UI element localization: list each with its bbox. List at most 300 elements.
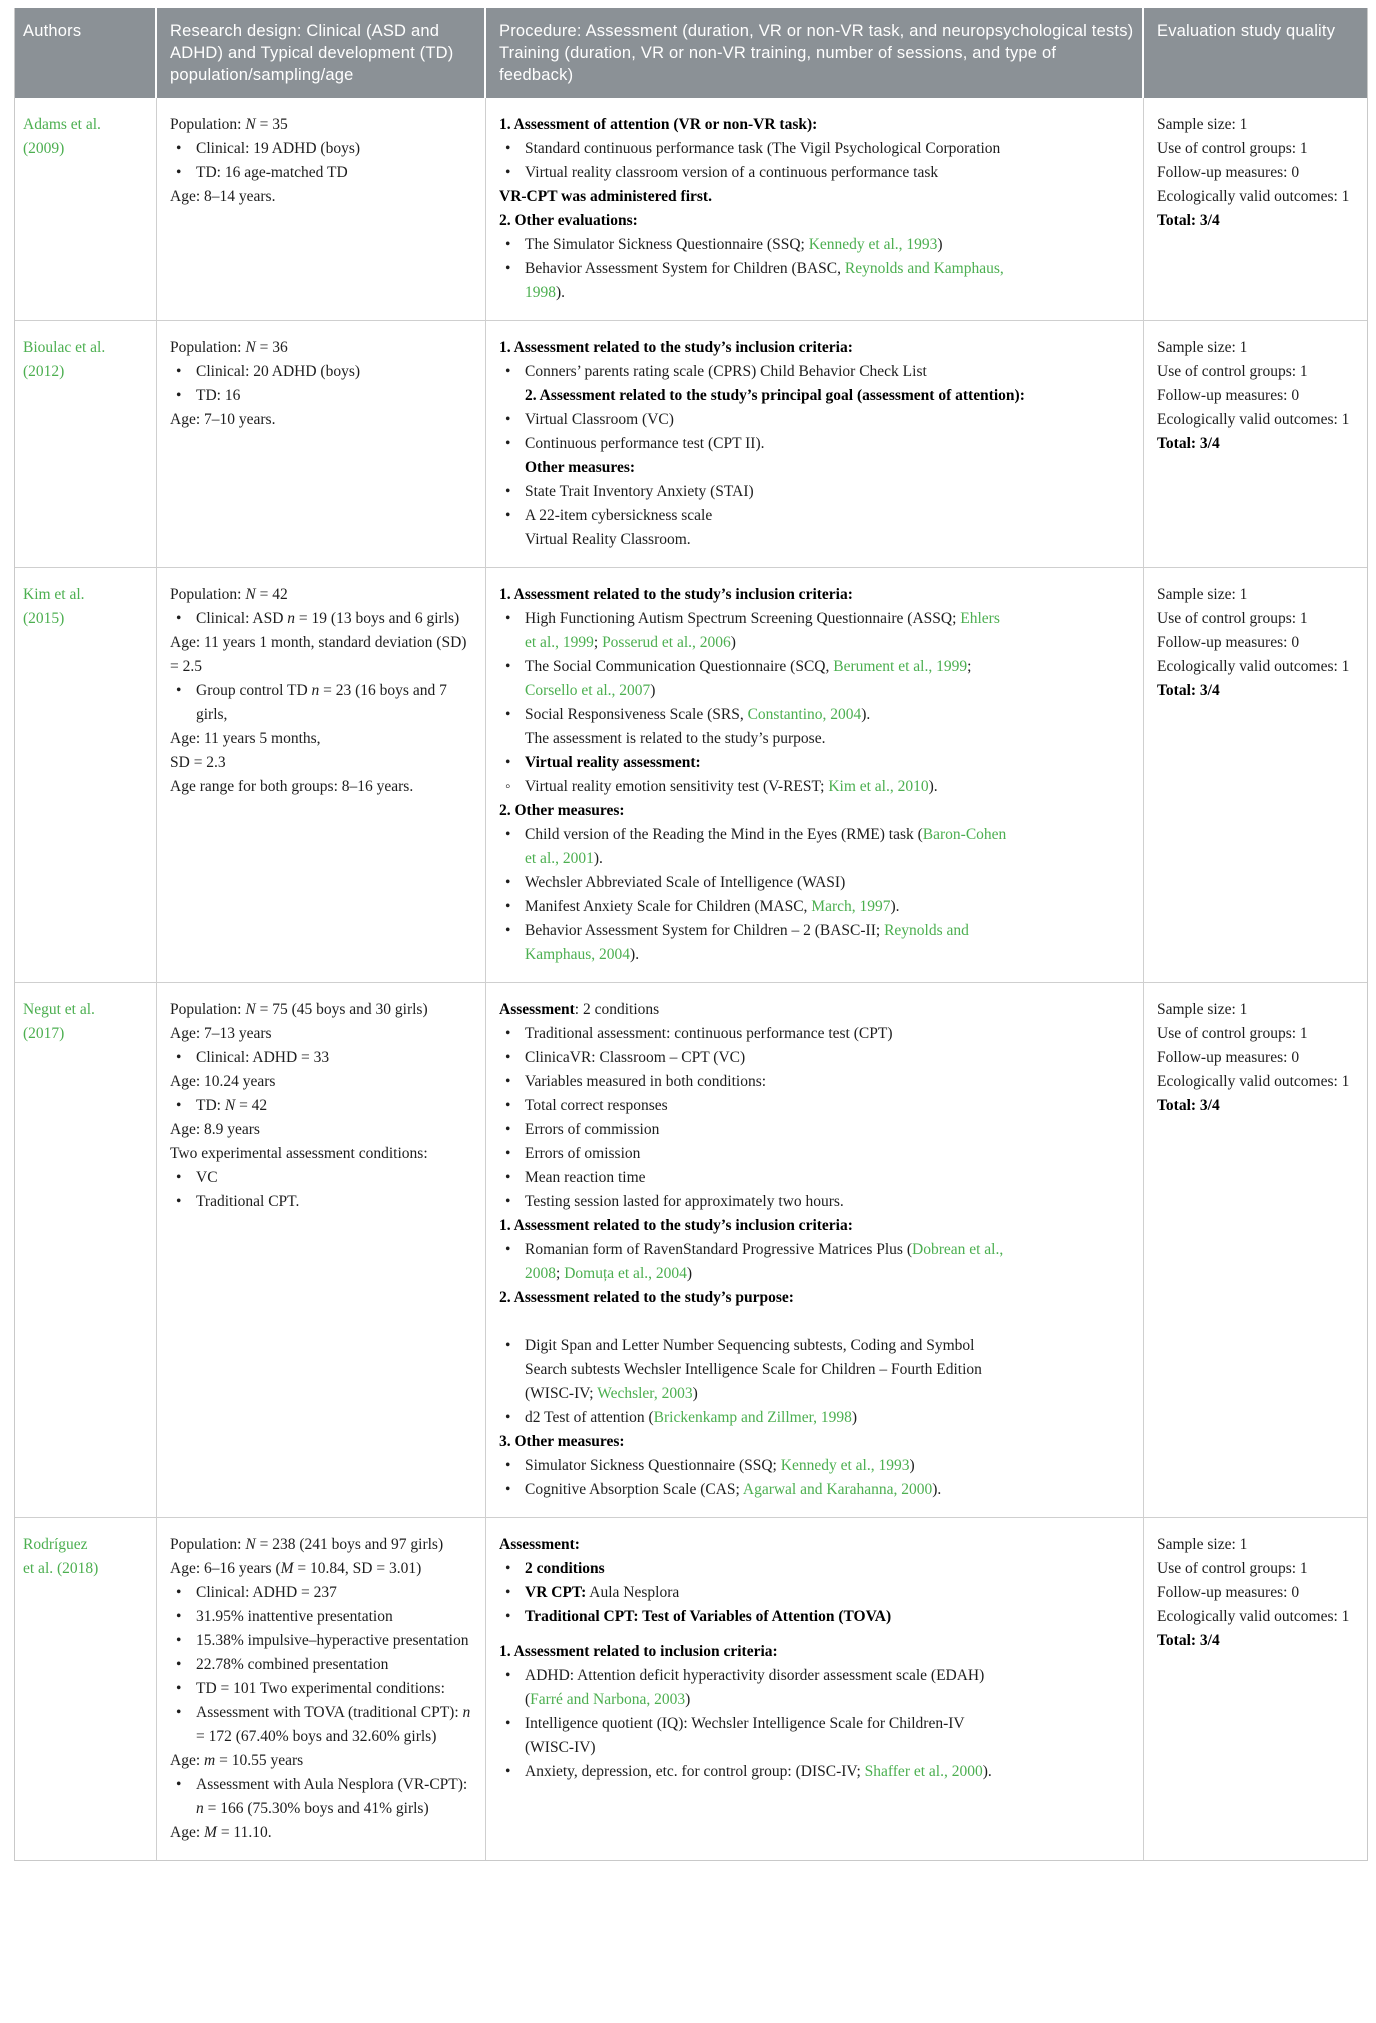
line-text [196,360,477,384]
line-text [1157,631,1359,655]
bullet-icon: • [505,1763,511,1780]
text-line [170,607,477,631]
line-text [525,847,1135,871]
text-run: = 238 (241 boys and 97 girls) [255,1536,444,1553]
open-bullet-icon: ◦ [505,778,511,795]
citation-link[interactable]: Baron-Cohen [922,826,1007,843]
text-line [499,1286,1135,1310]
text-run: 2. Assessment related to the study’s principal goal (assessment of attention): [525,387,1025,404]
text-run: Population: [170,116,246,133]
text-line [170,1046,477,1070]
text-line [1157,1533,1359,1557]
line-text [525,919,1135,943]
cell-authors [15,983,157,1517]
citation-link[interactable]: Constantino, 2004 [747,706,862,723]
line-text [170,998,477,1022]
citation-link[interactable]: Kennedy et al., 1993 [780,1457,910,1474]
text-line [499,1640,1135,1664]
line-text [499,799,1135,823]
text-run: Use of control groups: 1 [1157,1560,1308,1577]
text-run: Assessment with TOVA (traditional CPT): [196,1704,463,1721]
text-line [1157,607,1359,631]
text-line [499,432,1135,456]
text-line [170,1094,477,1118]
text-line [499,1094,1135,1118]
text-run: Total correct responses [525,1097,668,1114]
text-run: Sample size: 1 [1157,116,1248,133]
cell-authors [15,321,157,567]
text-run: = 75 (45 boys and 30 girls) [255,1001,428,1018]
line-text [170,1533,477,1557]
text-line [499,1214,1135,1238]
line-text [170,1557,477,1581]
bullet-icon: • [505,1409,511,1426]
bullet-icon: • [505,1667,511,1684]
text-line [170,1605,477,1629]
line-text [196,1166,477,1190]
text-run: Traditional assessment: continuous performance test (CPT) [525,1025,893,1042]
line-text [525,1406,1135,1430]
line-text [525,751,1135,775]
cell-research-design [157,568,486,982]
line-text [1157,432,1359,456]
text-run: Ecologically valid outcomes: 1 [1157,1608,1350,1625]
bullet-icon: • [176,387,182,404]
text-run: Total: 3/4 [1157,1097,1220,1114]
text-line [499,607,1135,631]
citation-link[interactable]: Farré and Narbona, 2003 [530,1691,686,1708]
text-line [1157,384,1359,408]
line-text [525,360,1135,384]
text-run: Clinical: ASD [196,610,288,627]
line-text [525,631,1135,655]
bullet-icon: • [176,1680,182,1697]
author-link[interactable] [23,113,148,161]
line-text [525,161,1135,185]
text-line [499,137,1135,161]
citation-link[interactable]: et al., 1999 [525,634,594,651]
text-line [499,1664,1135,1688]
bullet-icon: • [505,658,511,675]
line-text [196,1581,477,1605]
line-text [1157,113,1359,137]
citation-link[interactable]: Brickenkamp and Zillmer, 1998 [653,1409,852,1426]
text-run: Age: 10.24 years [170,1073,276,1090]
text-line [170,1557,477,1581]
text-run: ) [692,1385,698,1402]
text-line [1157,1581,1359,1605]
column-header-label: Training (duration, VR or non-VR training, number of sessions, and type of feedback) [499,44,1057,84]
citation-link[interactable]: Wechsler, 2003 [597,1385,693,1402]
line-text [196,1701,477,1749]
bullet-icon: • [176,1193,182,1210]
line-text [1157,137,1359,161]
text-run: Continuous performance test (CPT II). [525,435,765,452]
text-line [499,847,1135,871]
line-text [525,1605,1135,1629]
table-body [15,98,1367,1860]
line-text [499,336,1135,360]
text-run: 2 conditions [525,1560,605,1577]
text-line [499,1478,1135,1502]
table-row [15,983,1367,1518]
author-link[interactable] [23,998,148,1046]
text-line [170,161,477,185]
text-line [1157,161,1359,185]
text-line [170,1653,477,1677]
text-line [499,257,1135,281]
text-run: High Functioning Autism Spectrum Screening Questionnaire (ASSQ; [525,610,961,627]
text-line [1157,583,1359,607]
text-run: Testing session lasted for approximately two hours. [525,1193,844,1210]
bullet-icon: • [176,1169,182,1186]
text-line [499,1334,1135,1358]
line-text [525,233,1135,257]
bullet-icon: • [505,1049,511,1066]
text-run: Age: 11 years 1 month, standard deviation (SD) = 2.5 [170,634,467,675]
text-run: 1. Assessment related to inclusion criteria: [499,1643,778,1660]
text-run: Ecologically valid outcomes: 1 [1157,658,1350,675]
line-text [525,432,1135,456]
text-run: N [245,1536,256,1553]
text-line [499,1142,1135,1166]
text-run: Errors of commission [525,1121,660,1138]
text-line [499,185,1135,209]
text-run: ) [686,1265,693,1282]
text-line [499,1688,1135,1712]
text-run: m [204,1752,216,1769]
text-line [170,336,477,360]
bullet-icon: • [505,754,511,771]
line-text [525,607,1135,631]
text-run: Age: 8–14 years. [170,188,276,205]
author-line: (2009) [23,140,65,157]
text-line [1157,185,1359,209]
text-line [499,233,1135,257]
line-text [1157,1557,1359,1581]
cell-research-design [157,98,486,320]
text-line [170,360,477,384]
text-line [499,1430,1135,1454]
text-run: = 11.10. [216,1824,272,1841]
line-text [525,943,1135,967]
line-text [525,1046,1135,1070]
citation-link[interactable]: Kim et al., 2010 [828,778,929,795]
text-run: Population: [170,339,246,356]
text-run: Clinical: ADHD = 33 [196,1049,330,1066]
line-text [525,408,1135,432]
text-run: ) [851,1409,858,1426]
bullet-icon: • [505,898,511,915]
cell-evaluation-quality [1144,983,1367,1517]
text-line [499,775,1135,799]
text-run: ). [861,706,871,723]
text-line [1157,1022,1359,1046]
text-line [499,480,1135,504]
line-text [170,727,477,751]
line-text [525,257,1135,281]
line-text [525,1094,1135,1118]
text-line [499,1022,1135,1046]
line-text [499,1286,1135,1310]
citation-link[interactable]: Dobrean et al., [912,1241,1004,1258]
text-run: Conners’ parents rating scale (CPRS) Child Behavior Check List [525,363,927,380]
text-run: Child version of the Reading the Mind in the Eyes (RME) task ( [525,826,923,843]
line-text [525,1736,1135,1760]
text-run: Assessment [499,1001,575,1018]
bullet-icon: • [176,164,182,181]
line-text [170,1022,477,1046]
text-run: ). [593,850,603,867]
author-line: (2012) [23,363,65,380]
citation-link[interactable]: Kennedy et al., 1993 [808,236,938,253]
bullet-icon: • [505,874,511,891]
bullet-icon: • [176,610,182,627]
line-text [1157,583,1359,607]
text-run: ; [593,634,603,651]
line-text [170,1749,477,1773]
cell-authors [15,1518,157,1860]
text-run: The Simulator Sickness Questionnaire (SSQ; [525,236,809,253]
text-run: = 172 (67.40% boys and 32.60% girls) [196,1728,437,1745]
author-link[interactable] [23,583,148,631]
column-header-label: Evaluation study quality [1157,22,1336,40]
line-text [1157,655,1359,679]
line-text [1157,360,1359,384]
bullet-icon: • [505,826,511,843]
text-run: Search subtests Wechsler Intelligence Scale for Children – Fourth Edition [525,1361,982,1378]
bullet-icon: • [505,140,511,157]
text-line [499,1310,1135,1334]
line-text [1157,336,1359,360]
bullet-icon: • [505,1584,511,1601]
citation-link[interactable]: Kamphaus, 2004 [525,946,631,963]
text-line [1157,336,1359,360]
line-text [499,1430,1135,1454]
text-line [170,775,477,799]
text-line [499,456,1135,480]
text-line [1157,1094,1359,1118]
citation-link[interactable]: Corsello et al., 2007 [525,682,651,699]
text-run: ; [556,1265,565,1282]
text-run: Age: 6–16 years ( [170,1560,281,1577]
text-run: Assessment: [499,1536,580,1553]
line-text [1157,679,1359,703]
text-run: Aula Nesplora [586,1584,680,1601]
text-run: The Social Communication Questionnaire (SCQ, [525,658,834,675]
line-text [525,1022,1135,1046]
text-line [170,1749,477,1773]
text-run: ). [890,898,900,915]
text-line [170,1821,477,1845]
text-line [499,384,1135,408]
text-run: Ecologically valid outcomes: 1 [1157,188,1350,205]
text-run: Virtual Classroom (VC) [525,411,674,428]
text-run: 2. Assessment related to the study’s purpose: [499,1289,794,1306]
text-line [1157,432,1359,456]
cell-research-design [157,321,486,567]
bullet-icon: • [176,1656,182,1673]
line-text [525,703,1135,727]
text-run: = 23 (16 boys and 7 girls, [196,682,447,723]
line-text [525,679,1135,703]
line-text [170,631,477,679]
line-text [1157,1046,1359,1070]
text-run: Anxiety, depression, etc. for control group: (DISC-IV; [525,1763,865,1780]
text-line [170,679,477,727]
text-run: 1. Assessment related to the study’s inclusion criteria: [499,586,853,603]
line-text [1157,408,1359,432]
text-run: Standard continuous performance task (The Vigil Psychological Corporation [525,140,1001,157]
bullet-icon: • [505,1145,511,1162]
text-line [170,631,477,679]
table-header-row [15,8,1367,98]
text-run: = 35 [255,116,288,133]
text-run: Traditional CPT: Test of Variables of Attention (TOVA) [525,1608,892,1625]
text-line [1157,998,1359,1022]
line-text [525,456,1135,480]
line-text [525,1166,1135,1190]
line-text [499,998,1135,1022]
line-text [1157,185,1359,209]
text-run: ). [932,1481,942,1498]
bullet-icon: • [176,682,182,699]
line-text [525,1142,1135,1166]
line-text [196,1190,477,1214]
author-line: (2015) [23,610,65,627]
column-header-label: Authors [23,22,82,40]
table-row [15,98,1367,321]
text-line [170,998,477,1022]
line-text [525,1581,1135,1605]
table-row [15,321,1367,568]
bullet-icon: • [505,1337,511,1354]
text-line [499,1605,1135,1629]
cell-evaluation-quality [1144,98,1367,320]
line-text [525,1382,1135,1406]
citation-link[interactable]: 1998 [525,284,556,301]
text-line [499,751,1135,775]
line-text [1157,998,1359,1022]
line-text [170,751,477,775]
text-run: TD: [196,1097,225,1114]
text-line [1157,631,1359,655]
bullet-icon: • [176,1097,182,1114]
citation-link[interactable]: et al., 2001 [525,850,594,867]
text-line [499,1533,1135,1557]
citation-link[interactable]: 2008 [525,1265,556,1282]
text-run: Virtual Reality Classroom. [525,531,691,548]
text-run: Digit Span and Letter Number Sequencing subtests, Coding and Symbol [525,1337,975,1354]
line-text [525,1334,1135,1358]
text-line [170,1701,477,1749]
text-run: N [245,116,256,133]
text-run: = 42 [235,1097,268,1114]
citation-link[interactable]: Reynolds and Kamphaus, [844,260,1004,277]
text-run: Age: 8.9 years [170,1121,260,1138]
bullet-icon: • [176,1632,182,1649]
text-run: Assessment with Aula Nesplora (VR-CPT): [196,1776,468,1793]
line-text [1157,1070,1359,1094]
text-line [499,281,1135,305]
citation-link[interactable]: Domuța et al., 2004 [564,1265,687,1282]
text-run: M [280,1560,294,1577]
text-run: Ecologically valid outcomes: 1 [1157,411,1350,428]
citation-link[interactable]: March, 1997 [811,898,891,915]
text-line [170,185,477,209]
text-run: N [245,339,256,356]
citation-link[interactable]: Agarwal and Karahanna, 2000 [742,1481,933,1498]
author-link[interactable] [23,336,148,384]
column-header-label: Research design: Clinical (ASD and ADHD) and Typical development (TD) population/sampling/age [170,22,454,84]
citation-link[interactable]: Reynolds and [884,922,969,939]
line-text [1157,161,1359,185]
text-line [170,408,477,432]
bullet-icon: • [505,1457,511,1474]
text-run: Age: 7–10 years. [170,411,276,428]
line-text [170,1070,477,1094]
line-text [1157,1581,1359,1605]
text-run: ). [982,1763,992,1780]
text-run: ) [685,1691,691,1708]
column-header-label: Procedure: Assessment (duration, VR or non-VR task, and neuropsychological tests) [499,22,1134,40]
citation-link[interactable]: Ehlers [960,610,1000,627]
text-run: Age: [170,1752,205,1769]
author-link[interactable] [23,1533,148,1581]
text-line [170,137,477,161]
studies-table [14,8,1368,1861]
bullet-icon: • [505,1193,511,1210]
text-line [499,504,1135,528]
bullet-icon: • [176,1704,182,1721]
text-line [499,1262,1135,1286]
text-run: TD: 16 [196,387,241,404]
column-header-evaluation-quality [1144,8,1367,98]
text-run: Use of control groups: 1 [1157,610,1308,627]
citation-link[interactable]: Berument et al., 1999 [833,658,968,675]
text-line [499,679,1135,703]
text-run: Use of control groups: 1 [1157,363,1308,380]
text-run: State Trait Inventory Anxiety (STAI) [525,483,754,500]
author-line: Negut et al. [23,1001,95,1018]
text-run: Use of control groups: 1 [1157,140,1308,157]
citation-link[interactable]: Posserud et al., 2006 [602,634,731,651]
text-run: ; [967,658,972,675]
line-text [525,1760,1135,1784]
text-run: SD = 2.3 [170,754,226,771]
text-run: : 2 conditions [574,1001,660,1018]
text-run: 2. Other evaluations: [499,212,638,229]
text-run: VR-CPT was administered first. [499,188,712,205]
column-header-authors [15,8,157,98]
line-text [525,871,1135,895]
text-run: Follow-up measures: 0 [1157,634,1300,651]
author-line: Adams et al. [23,116,101,133]
line-text [525,1688,1135,1712]
text-line [499,998,1135,1022]
text-run: Follow-up measures: 0 [1157,1584,1300,1601]
bullet-icon: • [505,1560,511,1577]
text-run: Traditional CPT. [196,1193,300,1210]
text-line [499,1382,1135,1406]
text-run: Age: 7–13 years [170,1025,272,1042]
citation-link[interactable]: Shaffer et al., 2000 [864,1763,983,1780]
text-run: TD: 16 age-matched TD [196,164,348,181]
text-line [499,703,1135,727]
line-text [196,1653,477,1677]
text-line [499,1070,1135,1094]
line-text [170,1821,477,1845]
